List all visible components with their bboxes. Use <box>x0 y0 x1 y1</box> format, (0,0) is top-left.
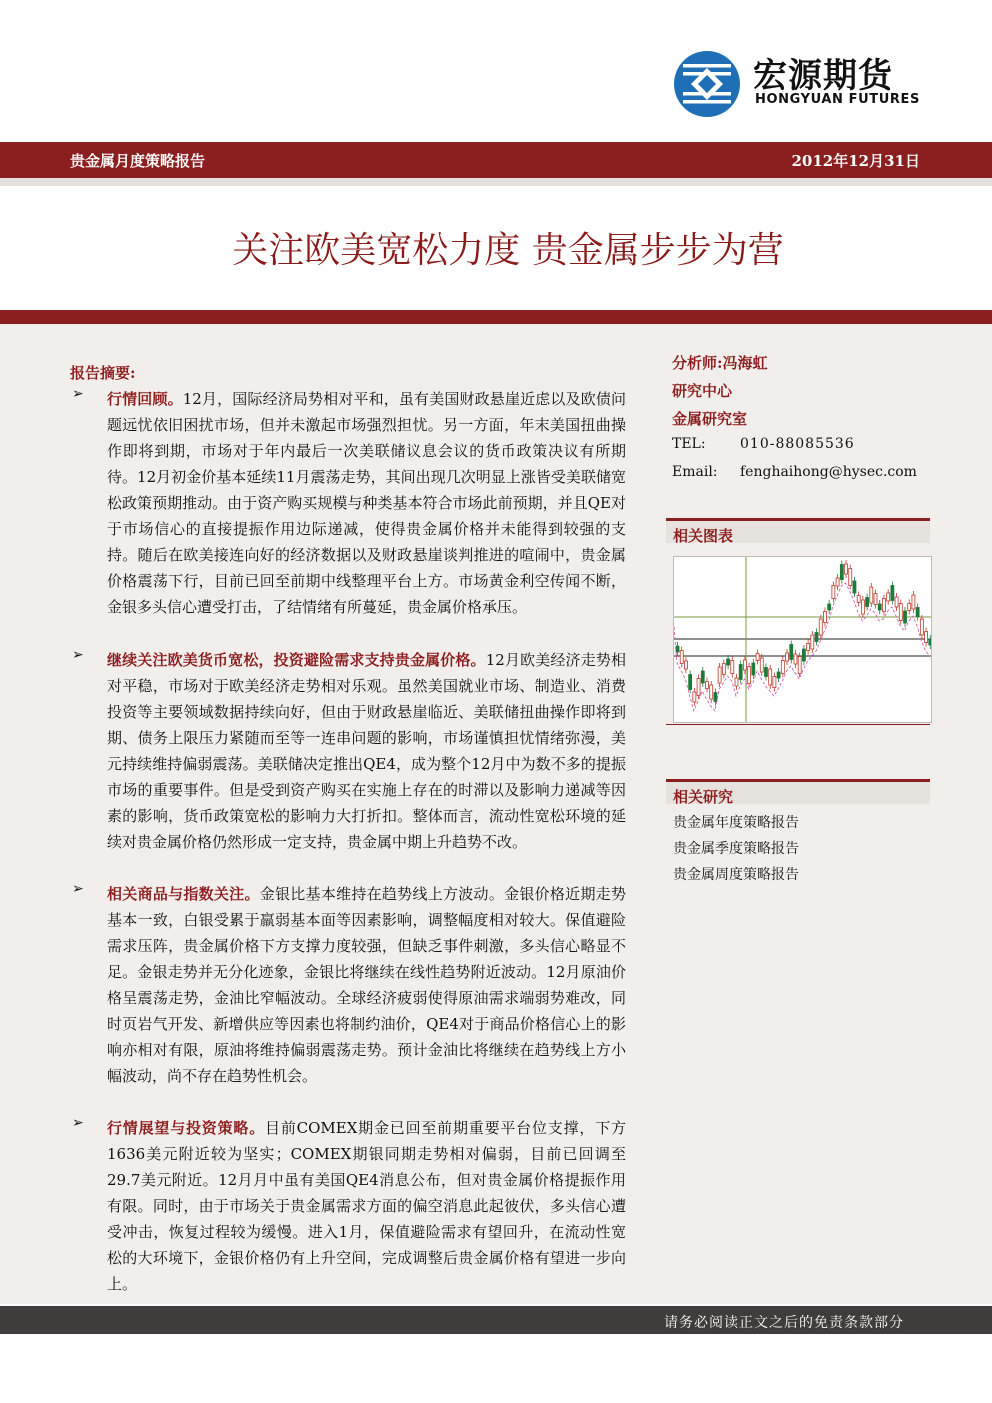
logo-name-cn: 宏源期货 <box>753 56 893 96</box>
abstract-item <box>70 647 626 855</box>
divider-strip <box>0 313 992 324</box>
item-highlight: 相关商品与指数关注。 <box>107 885 260 903</box>
item-highlight: 行情展望与投资策略。 <box>107 1119 266 1137</box>
analyst-dept: 研究中心 <box>672 382 733 400</box>
abstract-item <box>70 1115 626 1297</box>
related-research-title: 相关研究 <box>673 788 734 806</box>
research-link[interactable]: 贵金属周度策略报告 <box>673 867 799 883</box>
analyst-info <box>672 352 932 492</box>
company-logo <box>673 48 918 120</box>
item-text: 12月欧美经济走势相对平稳，市场对于欧美经济走势相对乐观。虽然美国就业市场、制造业、消费投资等主要领域数据持续向好，但由于财政悬崖临近、美联储扭曲操作即将到期、债务上限压力紧随而至等一连串问题的影响，市场谨慎担忧情绪弥漫，美元持续维持偏弱震荡。美联储决定推出QE4，成为整个12月中为数不多的提振市场的重要事件。但是受到资产购买在实施上存在的时滞以及影响力递减等因素的影响，货币政策宽松的影响力大打折扣。整体而言，流动性宽松环境的延续对贵金属价格仍然形成一定支持，贵金属中期上升趋势不改。 <box>107 651 626 851</box>
abstract-item <box>70 881 626 1089</box>
logo-name-en: HONGYUAN FUTURES <box>755 92 920 107</box>
related-chart-image <box>673 556 932 723</box>
related-chart-heading <box>666 518 930 543</box>
arrow-bullet-icon: ➢ <box>72 1115 84 1131</box>
item-highlight: 行情回顾。 <box>107 390 183 408</box>
tel-label: TEL: <box>672 436 706 452</box>
report-type: 贵金属月度策略报告 <box>70 152 206 170</box>
arrow-bullet-icon: ➢ <box>72 386 84 402</box>
tel-value: 010-88085536 <box>740 436 855 452</box>
analyst-name: 分析师:冯海虹 <box>672 354 768 372</box>
related-research-list <box>673 812 933 890</box>
arrow-bullet-icon: ➢ <box>72 647 84 663</box>
item-text: 目前COMEX期金已回至前期重要平台位支撑，下方1636美元附近较为坚实；COMEX期银同期走势相对偏弱，目前已回调至29.7美元附近。12月月中虽有美国QE4消息公布，但对贵金属价格提振作用有限。同时，由于市场关于贵金属需求方面的偏空消息此起彼伏，多头信心遭受冲击，恢复过程较为缓慢。进入1月，保值避险需求有望回升，在流动性宽松的大环境下，金银价格仍有上升空间，完成调整后贵金属价格有望进一步向上。 <box>107 1119 626 1293</box>
analyst-tel <box>672 436 932 464</box>
divider <box>666 724 930 725</box>
item-highlight: 继续关注欧美货币宽松，投资避险需求支持贵金属价格。 <box>107 651 486 669</box>
email-value[interactable]: fenghaihong@hysec.com <box>740 464 917 480</box>
arrow-bullet-icon: ➢ <box>72 881 84 897</box>
abstract-heading: 报告摘要: <box>70 364 136 382</box>
report-date: 2012年12月31日 <box>791 152 920 170</box>
research-link[interactable]: 贵金属年度策略报告 <box>673 815 799 831</box>
related-chart-title: 相关图表 <box>673 527 734 545</box>
related-research-heading <box>666 779 930 804</box>
footer-bar <box>0 1306 992 1334</box>
abstract-item <box>70 386 626 620</box>
research-link[interactable]: 贵金属季度策略报告 <box>673 841 799 857</box>
page-title: 关注欧美宽松力度 贵金属步步为营 <box>232 230 784 271</box>
email-label: Email: <box>672 464 718 480</box>
analyst-subdept: 金属研究室 <box>672 410 748 428</box>
item-text: 12月，国际经济局势相对平和，虽有美国财政悬崖近虑以及欧债问题远忧依旧困扰市场，但并未激起市场强烈担忧。另一方面，年末美国扭曲操作即将到期，市场对于年内最后一次美联储议息会议的货币政策决议有所期待。12月初金价基本延续11月震荡走势，其间出现几次明显上涨皆受美联储宽松政策预期推动。由于资产购买规模与种类基本符合市场此前预期，并且QE对于市场信心的直接提振作用边际递减，使得贵金属价格并未能得到较强的支持。随后在欧美接连向好的经济数据以及财政悬崖谈判推进的喧闹中，贵金属价格震荡下行，目前已回至前期中线整理平台上方。市场黄金利空传闻不断，金银多头信心遭受打击，了结情绪有所蔓延，贵金属价格承压。 <box>107 390 626 616</box>
candlestick-thumbnail <box>674 557 931 722</box>
logo-emblem-icon <box>673 50 741 118</box>
header-bar <box>0 142 992 186</box>
item-text: 金银比基本维持在趋势线上方波动。金银价格近期走势基本一致，白银受累于羸弱基本面等因素影响，调整幅度相对较大。保值避险需求压阵，贵金属价格下方支撑力度较强，但缺乏事件刺激，多头信心略显不足。金银走势并无分化迹象，金银比将继续在线性趋势附近波动。12月原油价格呈震荡走势，金油比窄幅波动。全球经济疲弱使得原油需求端弱势难改，同时页岩气开发、新增供应等因素也将制约油价，QE4对于商品价格信心上的影响亦相对有限，原油将维持偏弱震荡走势。预计金油比将继续在趋势线上方小幅波动，尚不存在趋势性机会。 <box>107 885 626 1085</box>
analyst-email <box>672 464 932 492</box>
disclaimer-text: 请务必阅读正文之后的免责条款部分 <box>664 1315 904 1331</box>
